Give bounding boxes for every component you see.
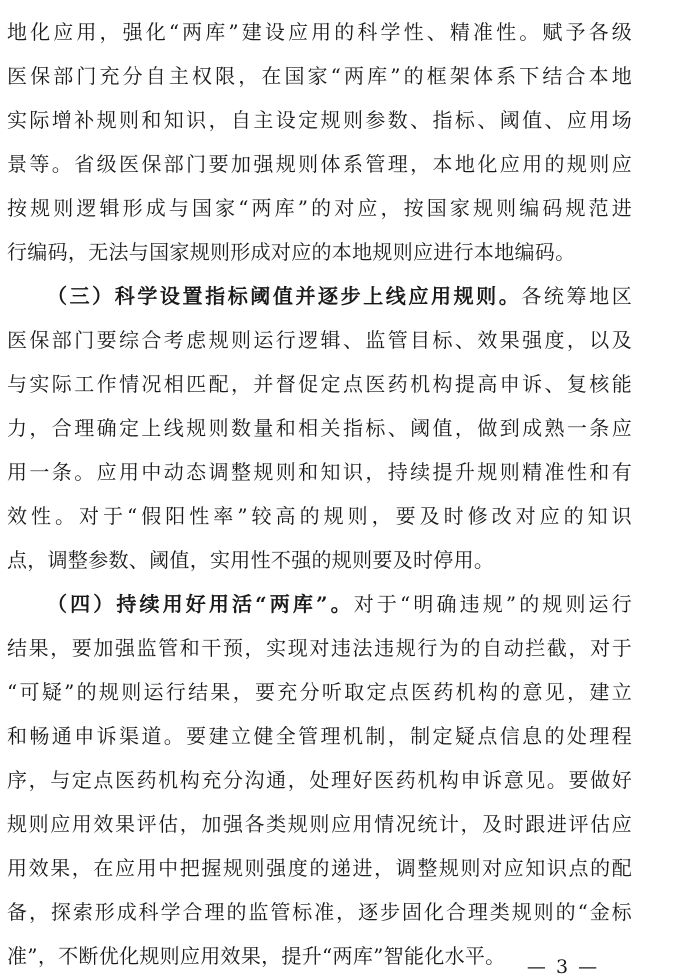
- paragraph-line: 和畅通申诉渠道。要建立健全管理机制，制定疑点信息的处理程: [7, 724, 632, 748]
- paragraph-line: 按规则逻辑形成与国家“两库”的对应，按国家规则编码规范进: [7, 196, 632, 220]
- paragraph-line: 医保部门要综合考虑规则运行逻辑、监管目标、效果强度，以及: [7, 328, 632, 352]
- section-4-heading: （四）持续用好用活“两库”。: [47, 592, 354, 616]
- section-4-first-line: [47, 591, 632, 617]
- paragraph-line: 点，调整参数、阈值，实用性不强的规则要及时停用。: [7, 548, 495, 572]
- section-3-first-line: [47, 283, 632, 309]
- paragraph-line: 序，与定点医药机构充分沟通，处理好医药机构申诉意见。要做好: [7, 768, 632, 792]
- paragraph-line: 效性。对于“假阳性率”较高的规则，要及时修改对应的知识: [7, 504, 632, 528]
- paragraph-line: 实际增补规则和知识，自主设定规则参数、指标、阈值、应用场: [7, 108, 632, 132]
- paragraph-line: “可疑”的规则运行结果，要充分听取定点医药机构的意见，建立: [7, 680, 632, 704]
- paragraph-line: 用效果，在应用中把握规则强度的递进，调整规则对应知识点的配: [7, 856, 632, 880]
- section-4-text: 对于“明确违规”的规则运行: [353, 592, 632, 616]
- paragraph-line: 景等。省级医保部门要加强规则体系管理，本地化应用的规则应: [7, 152, 632, 176]
- paragraph-line: 地化应用，强化“两库”建设应用的科学性、精准性。赋予各级: [7, 20, 632, 44]
- paragraph-line: 规则应用效果评估，加强各类规则应用情况统计，及时跟进评估应: [7, 812, 632, 836]
- page-number: — 3 —: [526, 956, 600, 978]
- section-3-text: 各统筹地区: [521, 284, 632, 308]
- section-3-heading: （三）科学设置指标阈值并逐步上线应用规则。: [47, 284, 522, 308]
- paragraph-line: 用一条。应用中动态调整规则和知识，持续提升规则精准性和有: [7, 460, 632, 484]
- paragraph-line: 结果，要加强监管和干预，实现对违法违规行为的自动拦截，对于: [7, 636, 632, 660]
- paragraph-line: 医保部门充分自主权限，在国家“两库”的框架体系下结合本地: [7, 64, 632, 88]
- paragraph-line: 力，合理确定上线规则数量和相关指标、阈值，做到成熟一条应: [7, 416, 632, 440]
- paragraph-line: 备，探索形成科学合理的监管标准，逐步固化合理类规则的“金标: [7, 900, 632, 924]
- paragraph-line: 行编码，无法与国家规则形成对应的本地规则应进行本地编码。: [7, 240, 576, 264]
- paragraph-line: 与实际工作情况相匹配，并督促定点医药机构提高申诉、复核能: [7, 372, 632, 396]
- paragraph-line: 准”，不断优化规则应用效果，提升“两库”智能化水平。: [7, 944, 506, 968]
